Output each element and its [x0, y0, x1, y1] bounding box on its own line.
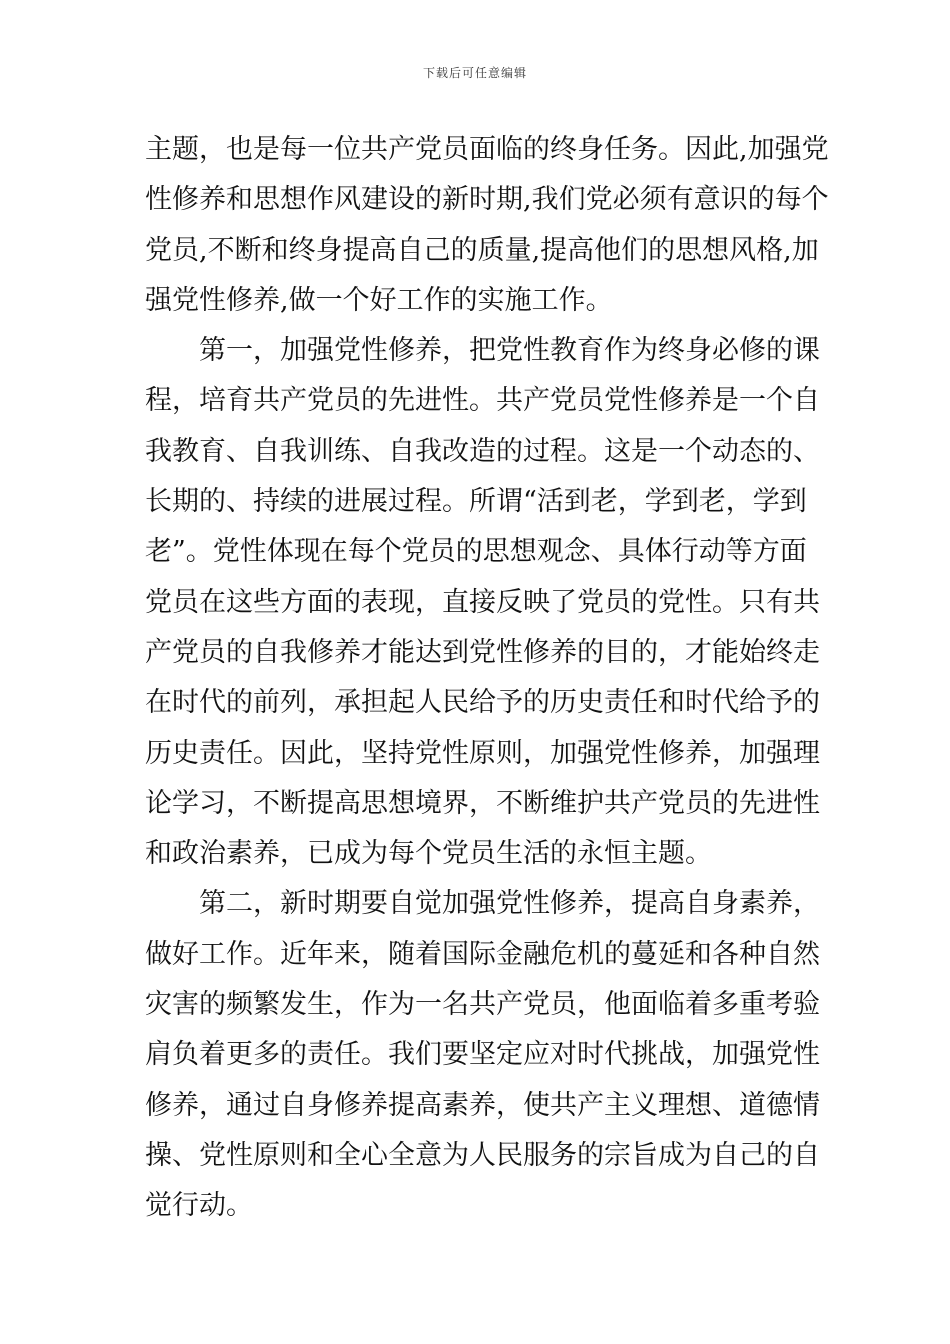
text-line: 第一，加强党性修养，把党性教育作为终身必修的课	[199, 335, 820, 367]
text-line: 修养，通过自身修养提高素养，使共产主义理想、道德情	[145, 1089, 820, 1121]
text-line: 长期的、持续的进展过程。所谓“活到老，学到老，学到	[145, 486, 807, 518]
document-body	[145, 125, 829, 1232]
text-line: 党员,不断和终身提高自己的质量,提高他们的思想风格,加	[145, 234, 819, 266]
text-line: 肩负着更多的责任。我们要坚定应对时代挑战，加强党性	[145, 1039, 820, 1071]
text-line: 程，培育共产党员的先进性。共产党员党性修养是一个自	[145, 385, 820, 417]
text-line: 老”。党性体现在每个党员的思想观念、具体行动等方面	[145, 536, 807, 568]
text-line: 历史责任。因此，坚持党性原则，加强党性修养，加强理	[145, 737, 820, 769]
paragraph-second	[145, 879, 820, 1231]
text-line: 和政治素养，已成为每个党员生活的永恒主题。	[145, 838, 712, 870]
text-line: 做好工作。近年来，随着国际金融危机的蔓延和各种自然	[145, 938, 820, 970]
text-line: 主题，也是每一位共产党员面临的终身任务。因此,加强党	[145, 134, 829, 165]
text-line: 操、党性原则和全心全意为人民服务的宗旨成为自己的自	[145, 1139, 820, 1171]
paragraph-first	[145, 326, 820, 879]
text-line: 党员在这些方面的表现，直接反映了党员的党性。只有共	[145, 586, 820, 618]
text-line: 性修养和思想作风建设的新时期,我们党必须有意识的每个	[145, 184, 829, 216]
text-line: 灾害的频繁发生，作为一名共产党员，他面临着多重考验	[145, 989, 820, 1021]
paragraph-intro-continuation	[145, 125, 829, 326]
text-line: 论学习，不断提高思想境界，不断维护共产党员的先进性	[145, 787, 820, 819]
text-line: 我教育、自我训练、自我改造的过程。这是一个动态的、	[145, 435, 820, 467]
text-line: 第二，新时期要自觉加强党性修养，提高自身素养，	[199, 888, 820, 920]
text-line: 觉行动。	[145, 1190, 253, 1222]
text-line: 产党员的自我修养才能达到党性修养的目的，才能始终走	[145, 636, 820, 668]
page-header: 下载后可任意编辑	[422, 66, 527, 80]
text-line: 强党性修养,做一个好工作的实施工作。	[145, 284, 613, 316]
text-line: 在时代的前列，承担起人民给予的历史责任和时代给予的	[145, 687, 820, 719]
